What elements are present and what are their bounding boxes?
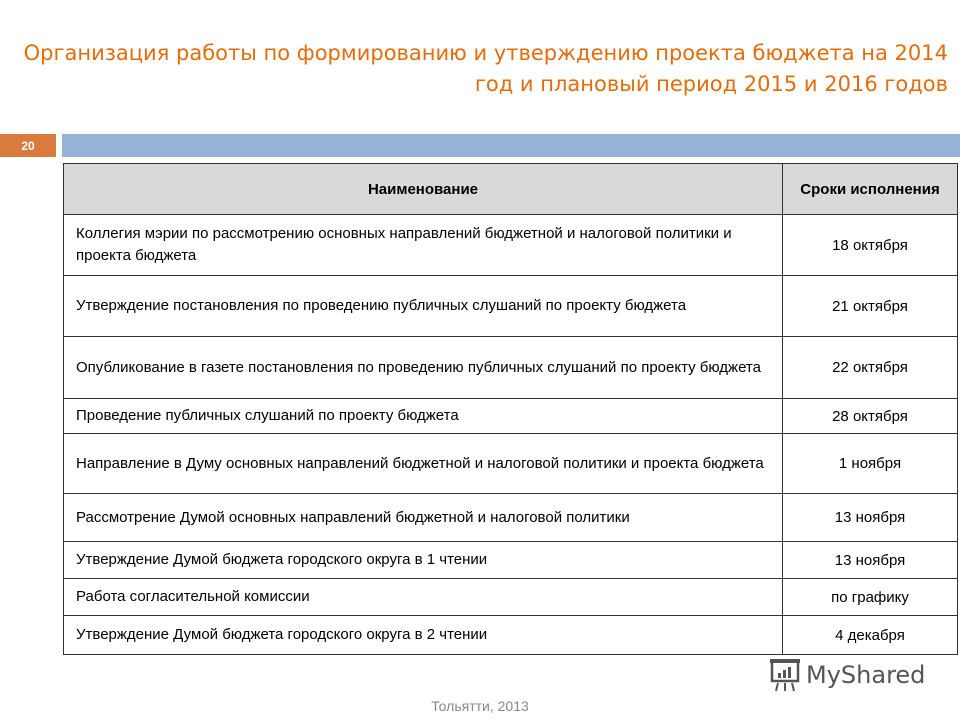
slide-title: Организация работы по формированию и утверждению проекта бюджета на 2014 год и плановый период 2015 и 2016 годов [23, 41, 948, 96]
schedule-table [63, 163, 958, 655]
watermark-logo [768, 657, 925, 693]
table-row [64, 494, 958, 542]
table-row [64, 542, 958, 579]
header-date: Сроки исполнения [783, 164, 958, 215]
task-deadline: 13 ноября [783, 542, 958, 579]
task-deadline: 4 декабря [783, 616, 958, 655]
task-name: Утверждение Думой бюджета городского округа в 1 чтении [64, 542, 783, 579]
task-deadline: 28 октября [783, 399, 958, 434]
presentation-icon [768, 657, 802, 693]
task-name: Коллегия мэрии по рассмотрению основных направлений бюджетной и налоговой политики и проекта бюджета [64, 215, 783, 276]
table-row [64, 616, 958, 655]
task-name: Утверждение постановления по проведению публичных слушаний по проекту бюджета [64, 276, 783, 337]
task-deadline: 13 ноября [783, 494, 958, 542]
header-bar [62, 134, 960, 157]
table-row [64, 337, 958, 399]
task-name: Проведение публичных слушаний по проекту бюджета [64, 399, 783, 434]
task-name: Опубликование в газете постановления по проведению публичных слушаний по проекту бюджета [64, 337, 783, 399]
task-deadline: по графику [783, 579, 958, 616]
table-row [64, 399, 958, 434]
table-row [64, 215, 958, 276]
task-deadline: 18 октября [783, 215, 958, 276]
task-name: Утверждение Думой бюджета городского округа в 2 чтении [64, 616, 783, 655]
task-name: Работа согласительной комиссии [64, 579, 783, 616]
table-row [64, 276, 958, 337]
table-row [64, 579, 958, 616]
table-row [64, 434, 958, 494]
task-deadline: 21 октября [783, 276, 958, 337]
task-deadline: 22 октября [783, 337, 958, 399]
task-name: Направление в Думу основных направлений бюджетной и налоговой политики и проекта бюджета [64, 434, 783, 494]
task-name: Рассмотрение Думой основных направлений бюджетной и налоговой политики [64, 494, 783, 542]
task-deadline: 1 ноября [783, 434, 958, 494]
watermark-text: MyShared [806, 661, 926, 689]
page-number: 20 [0, 134, 56, 157]
header-name: Наименование [64, 164, 783, 215]
footer-text: Тольятти, 2013 [431, 698, 529, 714]
